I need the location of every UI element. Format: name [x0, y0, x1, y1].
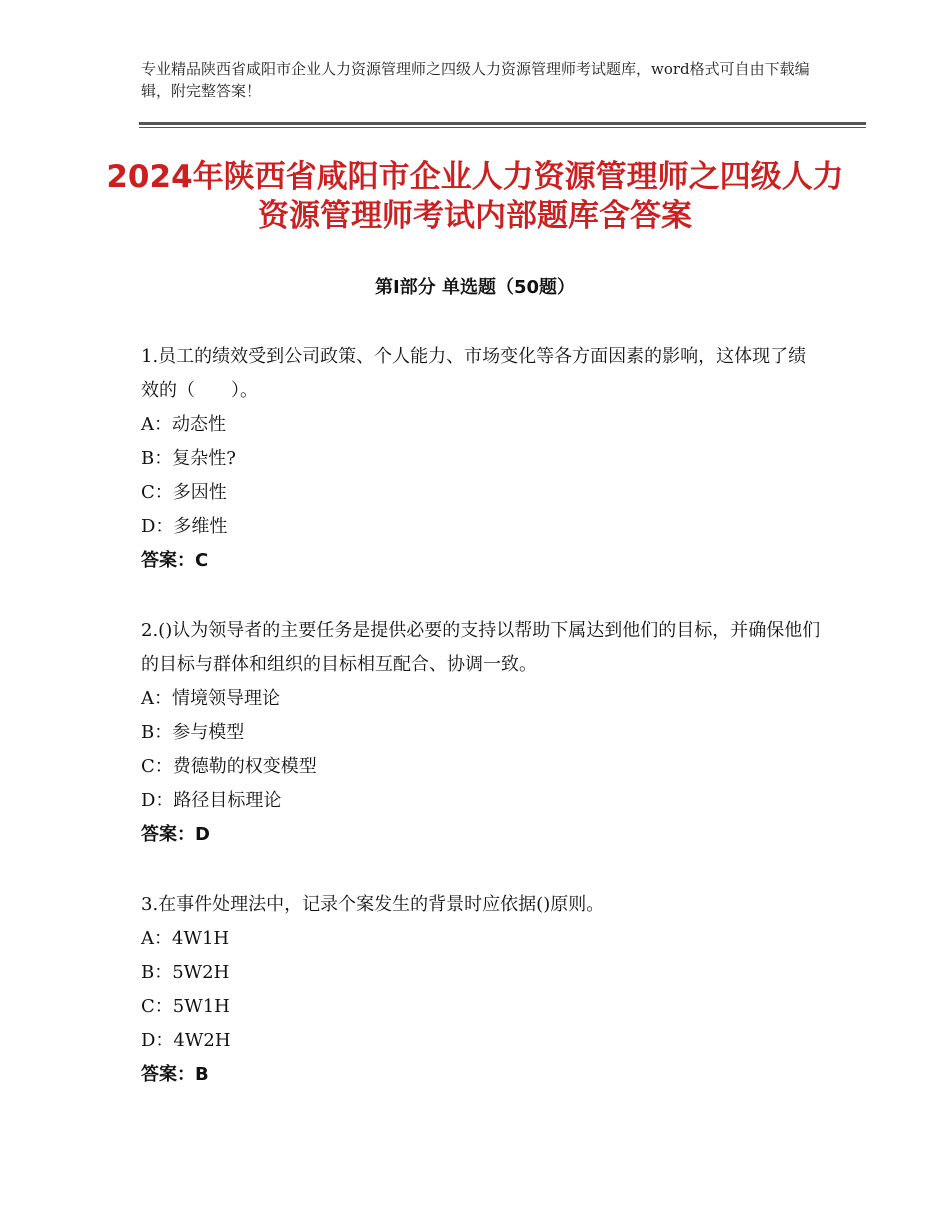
answer: 答案：C: [141, 550, 209, 571]
option-d: D：多维性: [141, 516, 228, 537]
question-1: [141, 340, 821, 578]
option-b: B：复杂性?: [141, 448, 236, 469]
option-b: B：参与模型: [141, 722, 245, 743]
option-d: D：路径目标理论: [141, 790, 282, 811]
question-3: [141, 888, 821, 1092]
header-rule-thin: [139, 127, 866, 128]
question-stem: 1.员工的绩效受到公司政策、个人能力、市场变化等各方面因素的影响，这体现了绩效的（ ）。: [141, 346, 807, 401]
option-a: A：动态性: [141, 414, 226, 435]
section-heading: 第Ⅰ部分 单选题（50题）: [374, 277, 575, 298]
answer: 答案：D: [141, 824, 210, 845]
answer: 答案：B: [141, 1064, 209, 1085]
question-list: [141, 340, 821, 1128]
option-c: C：多因性: [141, 482, 227, 503]
option-a: A：情境领导理论: [141, 688, 280, 709]
option-a: A：4W1H: [141, 928, 230, 949]
question-stem: 3.在事件处理法中，记录个案发生的背景时应依据()原则。: [141, 894, 605, 915]
option-c: C：费德勒的权变模型: [141, 756, 317, 777]
question-2: [141, 614, 821, 852]
header-rule-thick: [139, 122, 866, 125]
question-stem: 2.()认为领导者的主要任务是提供必要的支持以帮助下属达到他们的目标，并确保他们的目标与群体和组织的目标相互配合、协调一致。: [141, 620, 821, 675]
option-d: D：4W2H: [141, 1030, 231, 1051]
option-c: C：5W1H: [141, 996, 230, 1017]
document-title: 2024年陕西省咸阳市企业人力资源管理师之四级人力资源管理师考试内部题库含答案: [106, 159, 844, 234]
header-note: 专业精品陕西省咸阳市企业人力资源管理师之四级人力资源管理师考试题库，word格式可自由下载编辑，附完整答案！: [141, 60, 810, 100]
option-b: B：5W2H: [141, 962, 230, 983]
